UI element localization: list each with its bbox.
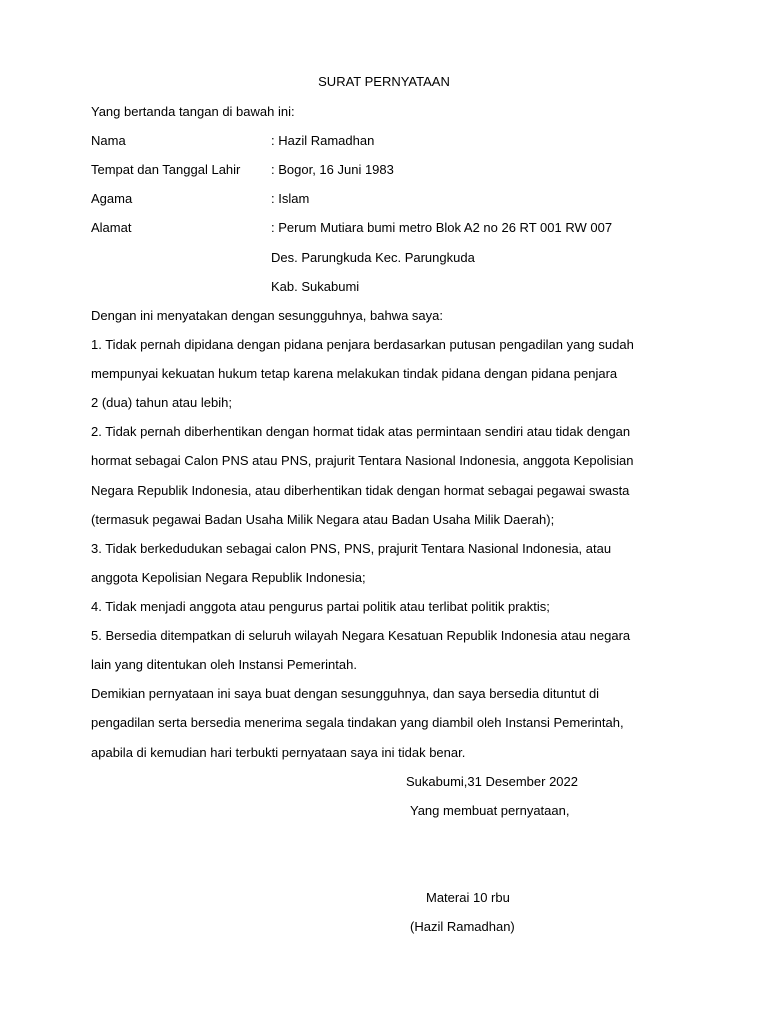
- body-line: (termasuk pegawai Badan Usaha Milik Negara atau Badan Usaha Milik Daerah);: [91, 512, 555, 527]
- alamat-line-2: Des. Parungkuda Kec. Parungkuda: [271, 250, 475, 265]
- agama-value: : Islam: [271, 191, 310, 206]
- body-line: mempunyai kekuatan hukum tetap karena melakukan tindak pidana dengan pidana penjara: [91, 366, 618, 381]
- stamp-note: Materai 10 rbu: [426, 890, 510, 905]
- ttl-value: : Bogor, 16 Juni 1983: [271, 162, 394, 177]
- alamat-label: Alamat: [91, 220, 132, 235]
- ttl-label: Tempat dan Tanggal Lahir: [91, 162, 241, 177]
- body-line: 2. Tidak pernah diberhentikan dengan hormat tidak atas permintaan sendiri atau tidak dengan: [91, 424, 631, 439]
- body-line: 1. Tidak pernah dipidana dengan pidana penjara berdasarkan putusan pengadilan yang sudah: [91, 337, 634, 352]
- body-line: 4. Tidak menjadi anggota atau pengurus partai politik atau terlibat politik praktis;: [91, 599, 550, 614]
- signature-maker: Yang membuat pernyataan,: [410, 803, 570, 818]
- nama-label: Nama: [91, 133, 126, 148]
- signature-place-date: Sukabumi,31 Desember 2022: [406, 774, 578, 789]
- agama-label: Agama: [91, 191, 133, 206]
- body-line: 3. Tidak berkedudukan sebagai calon PNS, PNS, prajurit Tentara Nasional Indonesia, atau: [91, 541, 612, 556]
- statement-intro: Dengan ini menyatakan dengan sesungguhnya, bahwa saya:: [91, 308, 443, 323]
- signatory-name: (Hazil Ramadhan): [410, 919, 515, 934]
- body-line: Demikian pernyataan ini saya buat dengan sesungguhnya, dan saya bersedia dituntut di: [91, 686, 600, 701]
- body-line: Negara Republik Indonesia, atau diberhentikan tidak dengan hormat sebagai pegawai swasta: [91, 483, 630, 498]
- body-line: 5. Bersedia ditempatkan di seluruh wilayah Negara Kesatuan Republik Indonesia atau negara: [91, 628, 631, 643]
- alamat-line-3: Kab. Sukabumi: [271, 279, 360, 294]
- nama-value: : Hazil Ramadhan: [271, 133, 375, 148]
- body-line: lain yang ditentukan oleh Instansi Pemerintah.: [91, 657, 357, 672]
- body-line: apabila di kemudian hari terbukti pernyataan saya ini tidak benar.: [91, 745, 466, 760]
- body-line: hormat sebagai Calon PNS atau PNS, prajurit Tentara Nasional Indonesia, anggota Kepolisian: [91, 453, 634, 468]
- document-title: SURAT PERNYATAAN: [318, 74, 450, 89]
- body-line: 2 (dua) tahun atau lebih;: [91, 395, 232, 410]
- alamat-line-1: : Perum Mutiara bumi metro Blok A2 no 26 RT 001 RW 007: [271, 220, 613, 235]
- body-line: anggota Kepolisian Negara Republik Indonesia;: [91, 570, 366, 585]
- intro-text: Yang bertanda tangan di bawah ini:: [91, 104, 295, 119]
- body-line: pengadilan serta bersedia menerima segala tindakan yang diambil oleh Instansi Pemerintah,: [91, 715, 624, 730]
